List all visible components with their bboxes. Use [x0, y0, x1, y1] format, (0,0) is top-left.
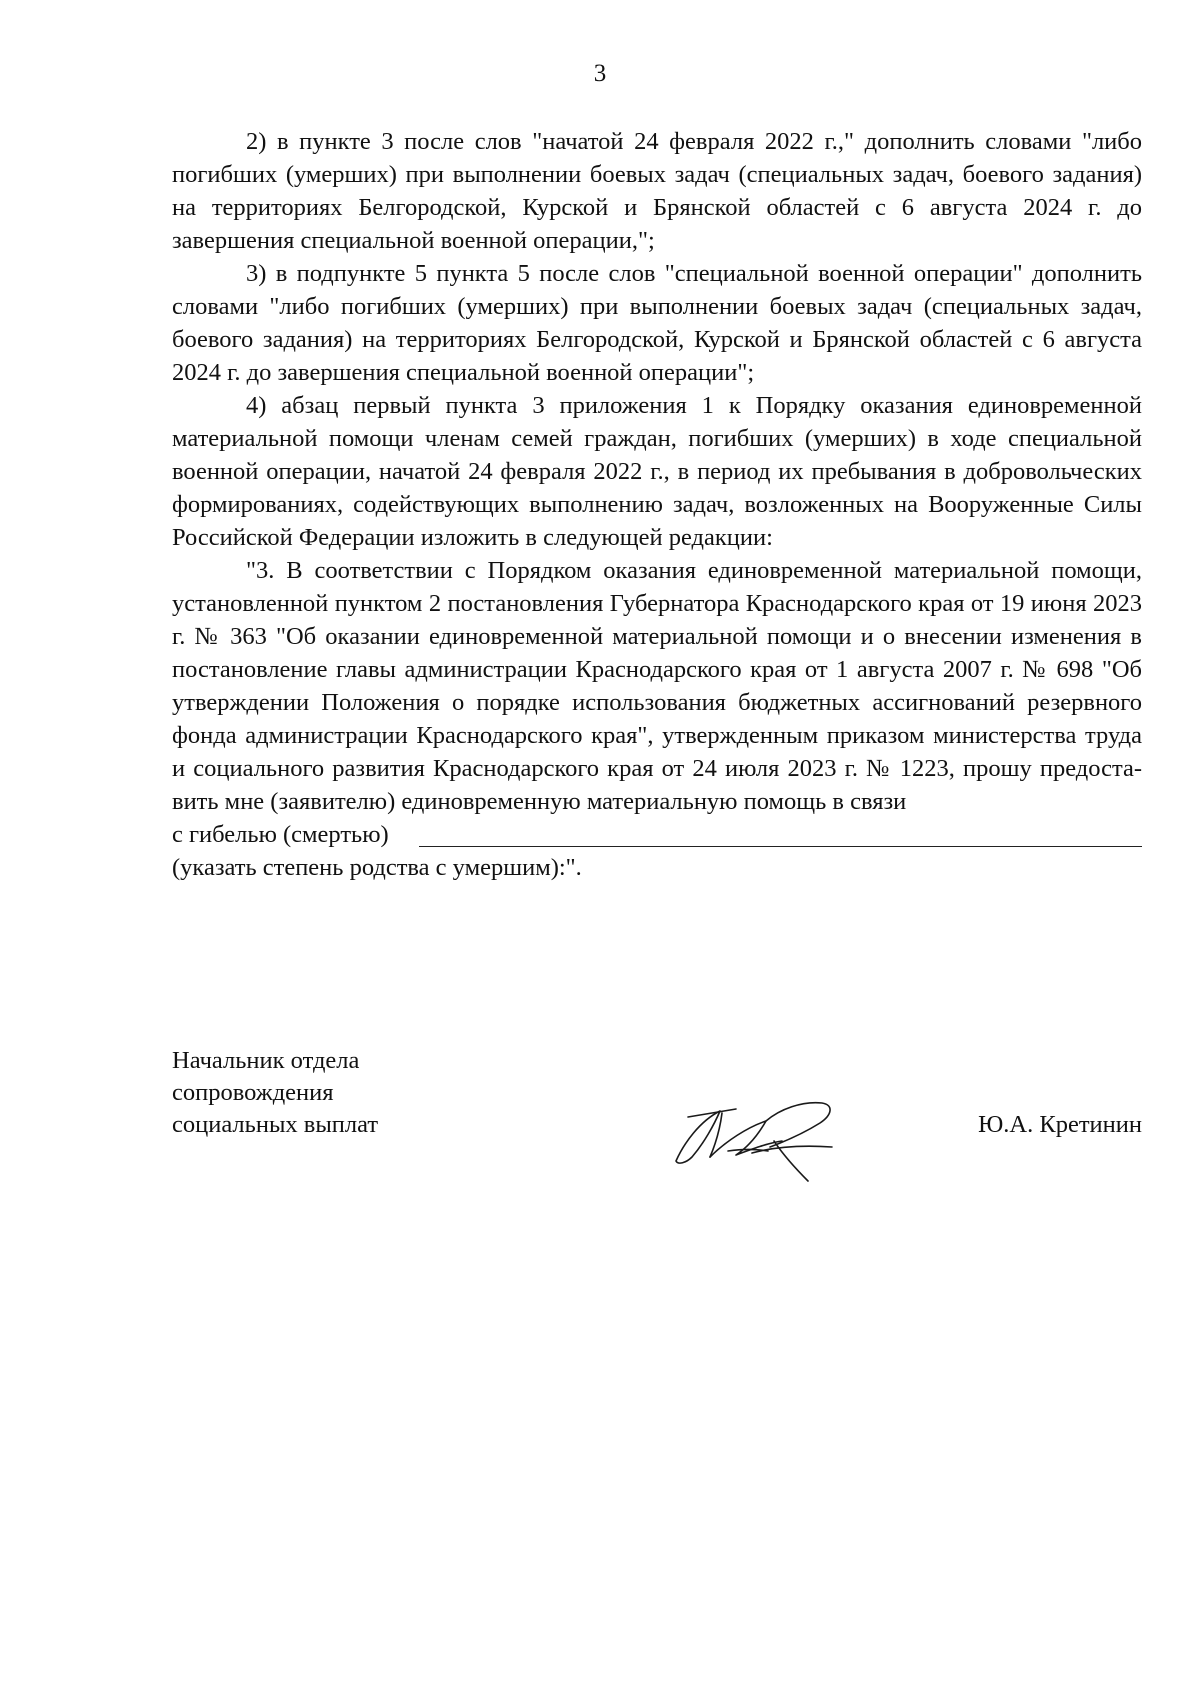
fill-in-row — [172, 818, 1142, 851]
paragraph-amendment-2: 2) в пункте 3 после слов "начатой 24 февраля 2022 г.," дополнить словами "либо погибших (умерших) при выполнении боевых задач (специальных задач, боевого задания) на территориях Белгородской, Курской и Брянской областей с 6 августа 2024 г. до завершения специальной военной операции,"; — [172, 128, 1142, 254]
paragraph-new-wording: "3. В соответствии с Порядком оказания единовременной материальной помощи, установленной пунктом 2 постановления Губернатора Краснодарского края от 19 июня 2023 г. № 363 "Об оказании единовременной материальной помощи и о внесении изменения в постановление главы администрации Краснодарского края от 1 августа 2007 г. № 698 "Об утверждении Положения о порядке использования бюджетных ассигнований резервного фонда администрации Краснодарского края", утвержденным приказом министерства труда и социального развития Краснодарского края от 24 июля 2023 г. № 1223, прошу предоставить мне (заявителю) единовременную материальную помощь в связи — [172, 557, 1142, 815]
signature-block — [172, 1045, 1142, 1185]
signer-position-line: сопровождения — [172, 1079, 334, 1106]
fill-in-label: с гибелью (смертью) — [172, 821, 389, 848]
signer-position-line: Начальник отдела — [172, 1047, 360, 1074]
fill-in-note: (указать степень родства с умершим):". — [172, 854, 582, 881]
blank-fill-line — [419, 822, 1142, 847]
page-number: 3 — [593, 60, 607, 87]
document-body — [172, 125, 1142, 884]
signer-name: Ю.А. Кретинин — [978, 1111, 1142, 1138]
signer-position — [172, 1045, 378, 1141]
signer-position-line: социальных выплат — [172, 1111, 379, 1138]
paragraph-amendment-3: 3) в подпункте 5 пункта 5 после слов "специальной военной операции" дополнить словами "либо погибших (умерших) при выполнении боевых задач (специальных задач, боевого задания) на территориях Белгородской, Курской и Брянской областей с 6 августа 2024 г. до завершения специальной военной операции"; — [172, 260, 1142, 386]
paragraph-amendment-4: 4) абзац первый пункта 3 приложения 1 к Порядку оказания единовременной материальной помощи членам семей граждан, погибших (умерших) в ходе специальной военной операции, начатой 24 февраля 2022 г., в период их пребывания в добровольческих формированиях, содействующих выполнению задач, возложенных на Вооруженные Силы Российской Федерации изложить в следующей редакции: — [172, 392, 1142, 551]
handwritten-signature — [662, 1091, 852, 1191]
